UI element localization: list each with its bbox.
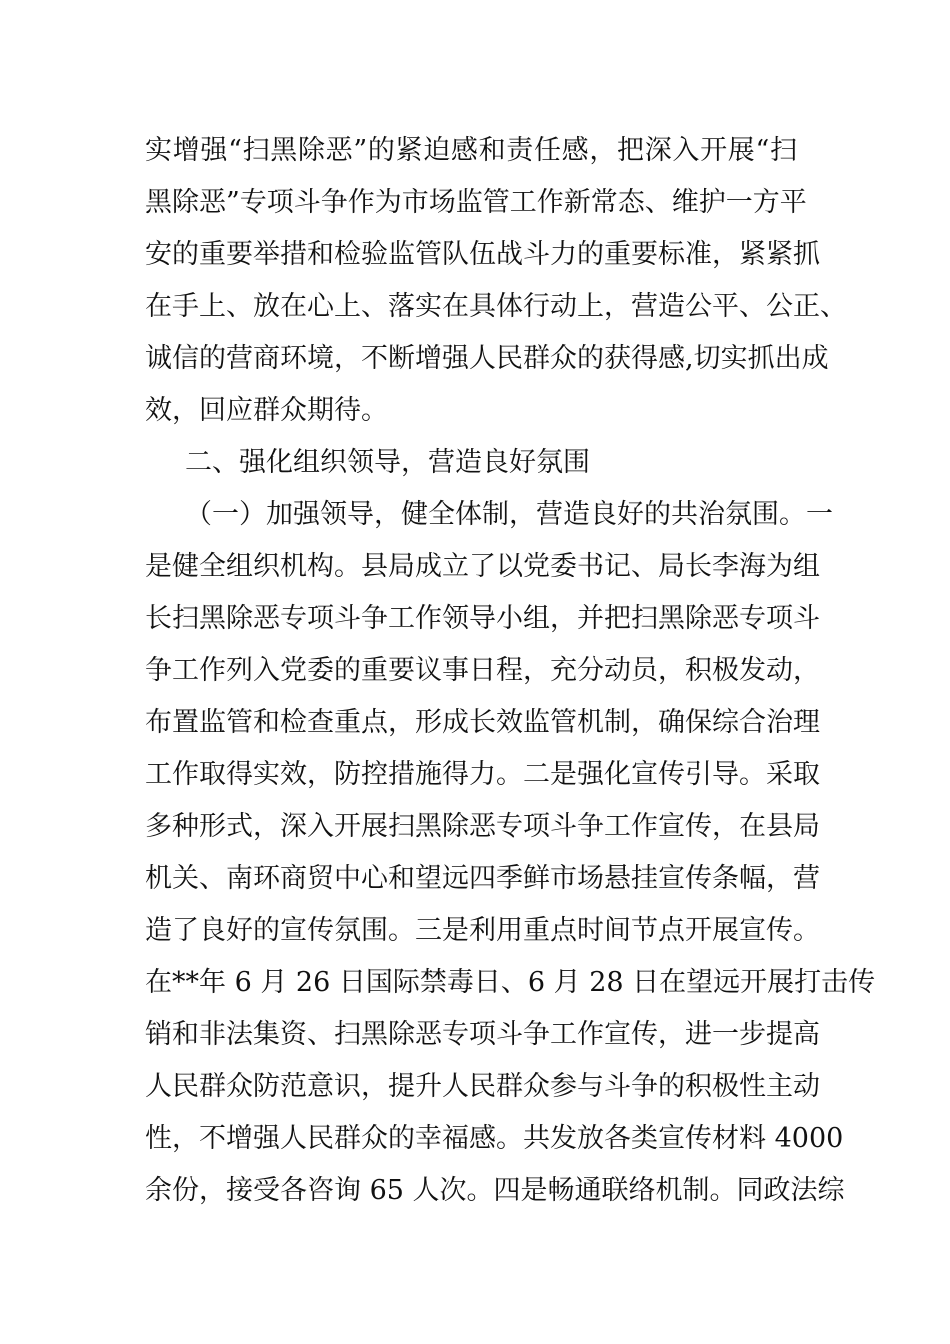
text-line: 人民群众防范意识，提升人民群众参与斗争的积极性主动 [145,1071,820,1102]
document-body [145,125,876,1217]
text-line: 性，不增强人民群众的幸福感。共发放各类宣传材料 4000 [145,1123,844,1154]
text-line: 机关、南环商贸中心和望远四季鲜市场悬挂宣传条幅，营 [145,863,820,894]
paragraph-1 [145,125,847,437]
text-line: 余份，接受各咨询 65 人次。四是畅通联络机制。同政法综 [145,1175,845,1206]
text-line: 长扫黑除恶专项斗争工作领导小组，并把扫黑除恶专项斗 [145,603,820,634]
section-heading [145,437,805,489]
text-line: 在手上、放在心上、落实在具体行动上，营造公平、公正、 [145,291,847,322]
text-line: （一）加强领导，健全体制，营造良好的共治氛围。一 [185,499,833,530]
text-line: 在**年 6 月 26 日国际禁毒日、6 月 28 日在望远开展打击传 [145,967,876,998]
text-line: 布置监管和检查重点，形成长效监管机制，确保综合治理 [145,707,820,738]
text-line: 诚信的营商环境，不断增强人民群众的获得感,切实抓出成 [145,343,829,374]
text-line: 造了良好的宣传氛围。三是利用重点时间节点开展宣传。 [145,915,820,946]
text-line: 争工作列入党委的重要议事日程，充分动员，积极发动， [145,655,820,686]
text-line: 效，回应群众期待。 [145,395,388,426]
paragraph-2 [145,489,876,1217]
text-line: 安的重要举措和检验监管队伍战斗力的重要标准，紧紧抓 [145,239,820,270]
text-line: 黑除恶”专项斗争作为市场监管工作新常态、维护一方平 [145,187,807,218]
text-line: 实增强“扫黑除恶”的紧迫感和责任感，把深入开展“扫 [145,135,797,166]
section-heading-text: 二、强化组织领导，营造良好氛围 [185,447,590,478]
text-line: 多种形式，深入开展扫黑除恶专项斗争工作宣传，在县局 [145,811,820,842]
text-line: 销和非法集资、扫黑除恶专项斗争工作宣传，进一步提高 [145,1019,820,1050]
text-line: 工作取得实效，防控措施得力。二是强化宣传引导。采取 [145,759,820,790]
text-line: 是健全组织机构。县局成立了以党委书记、局长李海为组 [145,551,820,582]
